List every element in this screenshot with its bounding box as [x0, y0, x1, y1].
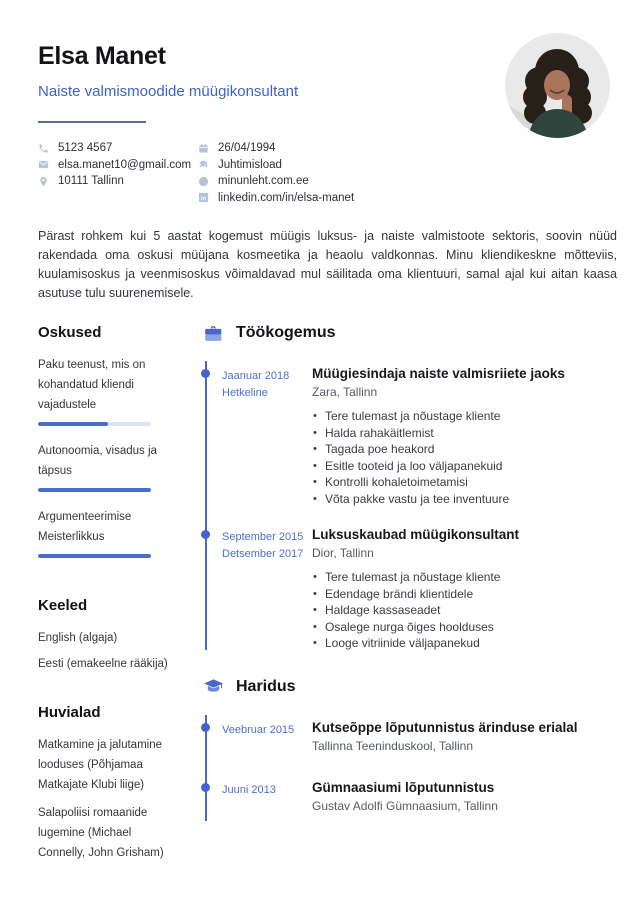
linkedin-icon: [198, 192, 209, 203]
skill-item: [38, 355, 168, 426]
contact-birthdate: [198, 140, 354, 157]
job-bullet-list: [312, 569, 618, 652]
education-school: Gustav Adolfi Gümnaasium, Tallinn: [312, 798, 498, 813]
svg-text:in: in: [201, 196, 206, 203]
briefcase-icon: [204, 325, 223, 342]
job-title-text: Müügiesindaja naiste valmisriiete jaoks: [312, 366, 565, 381]
skill-bar-fill: [38, 422, 108, 426]
languages-heading: Keeled: [38, 597, 88, 614]
job-dates: [222, 366, 312, 507]
contact-linkedin-value: linkedin.com/in/elsa-manet: [218, 191, 355, 204]
contact-birthdate-value: 26/04/1994: [218, 142, 276, 155]
job-bullet: • Tagada poe heakord: [312, 441, 618, 458]
job-title-text: Luksuskaubad müügikonsultant: [312, 527, 520, 542]
profile-photo-illustration: [505, 33, 610, 138]
job-bullet: • Osalege nurga õiges hoolduses: [312, 619, 618, 636]
website-icon: [198, 176, 209, 187]
education-title: Gümnaasiumi lõputunnistus: [312, 779, 495, 795]
skill-bar: [38, 554, 151, 558]
contact-phone-value: 5123 4567: [58, 142, 113, 155]
contact-linkedin: [198, 190, 354, 207]
job-bullet: • Haldage kassaseadet: [312, 602, 618, 619]
driving-license-icon: [198, 159, 209, 170]
profile-photo: [505, 33, 610, 138]
skill-label: Paku teenust, mis on kohandatud kliendi vajadustele: [38, 359, 146, 411]
skills-heading: Oskused: [38, 324, 102, 341]
contact-column-right: [198, 140, 354, 206]
job-date-end: Hetkeline: [222, 387, 268, 399]
job-content: [312, 527, 618, 652]
job-company: Dior, Tallinn: [312, 546, 374, 560]
person-name: Elsa Manet: [38, 42, 166, 70]
job-title: Naiste valmismoodide müügikonsultant: [38, 83, 299, 100]
contact-email-value: elsa.manet10@gmail.com: [58, 158, 192, 171]
skill-bar: [38, 488, 151, 492]
education-content: [312, 780, 618, 813]
skill-label: Argumenteerimise Meisterlikkus: [38, 511, 132, 543]
hobby-item: Matkamine ja jalutamine looduses (Põhjamaa Matkajate Klubi liige): [38, 739, 163, 791]
skill-bar-fill: [38, 488, 151, 492]
contact-phone: [38, 140, 198, 157]
contact-website: [198, 173, 354, 190]
summary-text: Pärast rohkem kui 5 aastat kogemust müügis luksus- ja naiste valmistoote sektoris, soovin nüüd rakendada oma oskusi müüjana kosmeetika ja heaolu valdkonnas. Minu kliendikeskne mõtteviis, kuulamisoskus ja veenmisoskus võimaldavad mul säilitada oma klientuuri, samal ajal kui aitan kaasa asutuse tulu suurenemisele.: [38, 229, 617, 300]
contact-location: [38, 173, 198, 190]
resume-header: [0, 0, 640, 123]
skill-bar: [38, 422, 151, 426]
job-bullet: • Esitle tooteid ja loo väljapanekuid: [312, 458, 618, 475]
hobbies-heading: Huvialad: [38, 704, 101, 721]
timeline-dot: [201, 783, 210, 792]
contact-location-value: 10111 Tallinn: [58, 175, 124, 188]
skill-item: [38, 441, 168, 492]
job-bullet: • Edendage brändi klientidele: [312, 586, 618, 603]
birthday-icon: [198, 143, 209, 154]
education-entry: [222, 780, 618, 813]
timeline-dot: [201, 723, 210, 732]
skill-bar-fill: [38, 554, 151, 558]
job-bullet-list: [312, 408, 618, 507]
timeline-line: [205, 361, 207, 650]
job-entry: [222, 366, 618, 507]
header-divider: [38, 121, 146, 123]
job-dates: [222, 527, 312, 652]
job-bullet: • Looge vitriinide väljapanekud: [312, 635, 618, 652]
timeline-dot: [201, 530, 210, 539]
education-content: [312, 720, 618, 753]
skill-label: Autonoomia, visadus ja täpsus: [38, 445, 157, 477]
job-bullet: • Tere tulemast ja nõustage kliente: [312, 408, 618, 425]
education-title: Kutseõppe lõputunnistus ärinduse erialal: [312, 719, 578, 735]
contact-section: [38, 140, 618, 206]
job-bullet: • Tere tulemast ja nõustage kliente: [312, 569, 618, 586]
job-bullet: • Halda rahakäitlemist: [312, 425, 618, 442]
language-item: English (algaja): [38, 632, 118, 644]
contact-email: [38, 157, 198, 174]
contact-driving-license: [198, 157, 354, 174]
sidebar-column: [38, 324, 168, 871]
job-date-start: Jaanuar 2018: [222, 370, 290, 382]
contact-column-left: [38, 140, 198, 206]
job-date-end: Detsember 2017: [222, 548, 304, 560]
email-icon: [38, 159, 49, 170]
education-entries: [204, 720, 618, 813]
job-entry: [222, 527, 618, 652]
experience-entries: [204, 366, 618, 652]
job-date-start: September 2015: [222, 531, 304, 543]
job-company: Zara, Tallinn: [312, 385, 378, 399]
phone-icon: [38, 143, 49, 154]
education-school: Tallinna Teeninduskool, Tallinn: [312, 738, 474, 753]
education-heading: Haridus: [236, 677, 296, 695]
experience-section-heading: [204, 324, 618, 342]
job-content: [312, 366, 618, 507]
graduation-cap-icon: [204, 678, 223, 695]
education-date: Veebruar 2015: [222, 723, 295, 736]
location-icon: [38, 176, 49, 187]
job-bullet: • Võta pakke vastu ja tee inventuure: [312, 491, 618, 508]
experience-heading: Töökogemus: [236, 324, 336, 341]
hobby-item: Salapoliisi romaanide lugemine (Michael Connelly, John Grisham): [38, 807, 164, 859]
main-columns: [0, 324, 640, 871]
education-date: Juuni 2013: [222, 783, 276, 796]
content-column: [204, 324, 618, 871]
language-item: Eesti (emakeelne rääkija): [38, 658, 168, 670]
contact-driving-license-value: Juhtimisload: [218, 158, 282, 171]
skill-item: [38, 507, 168, 558]
job-bullet: • Kontrolli kohaletoimetamisi: [312, 474, 618, 491]
education-entry: [222, 720, 618, 753]
timeline-dot: [201, 369, 210, 378]
contact-website-value: minunleht.com.ee: [218, 175, 309, 188]
education-section-heading: [204, 678, 618, 696]
